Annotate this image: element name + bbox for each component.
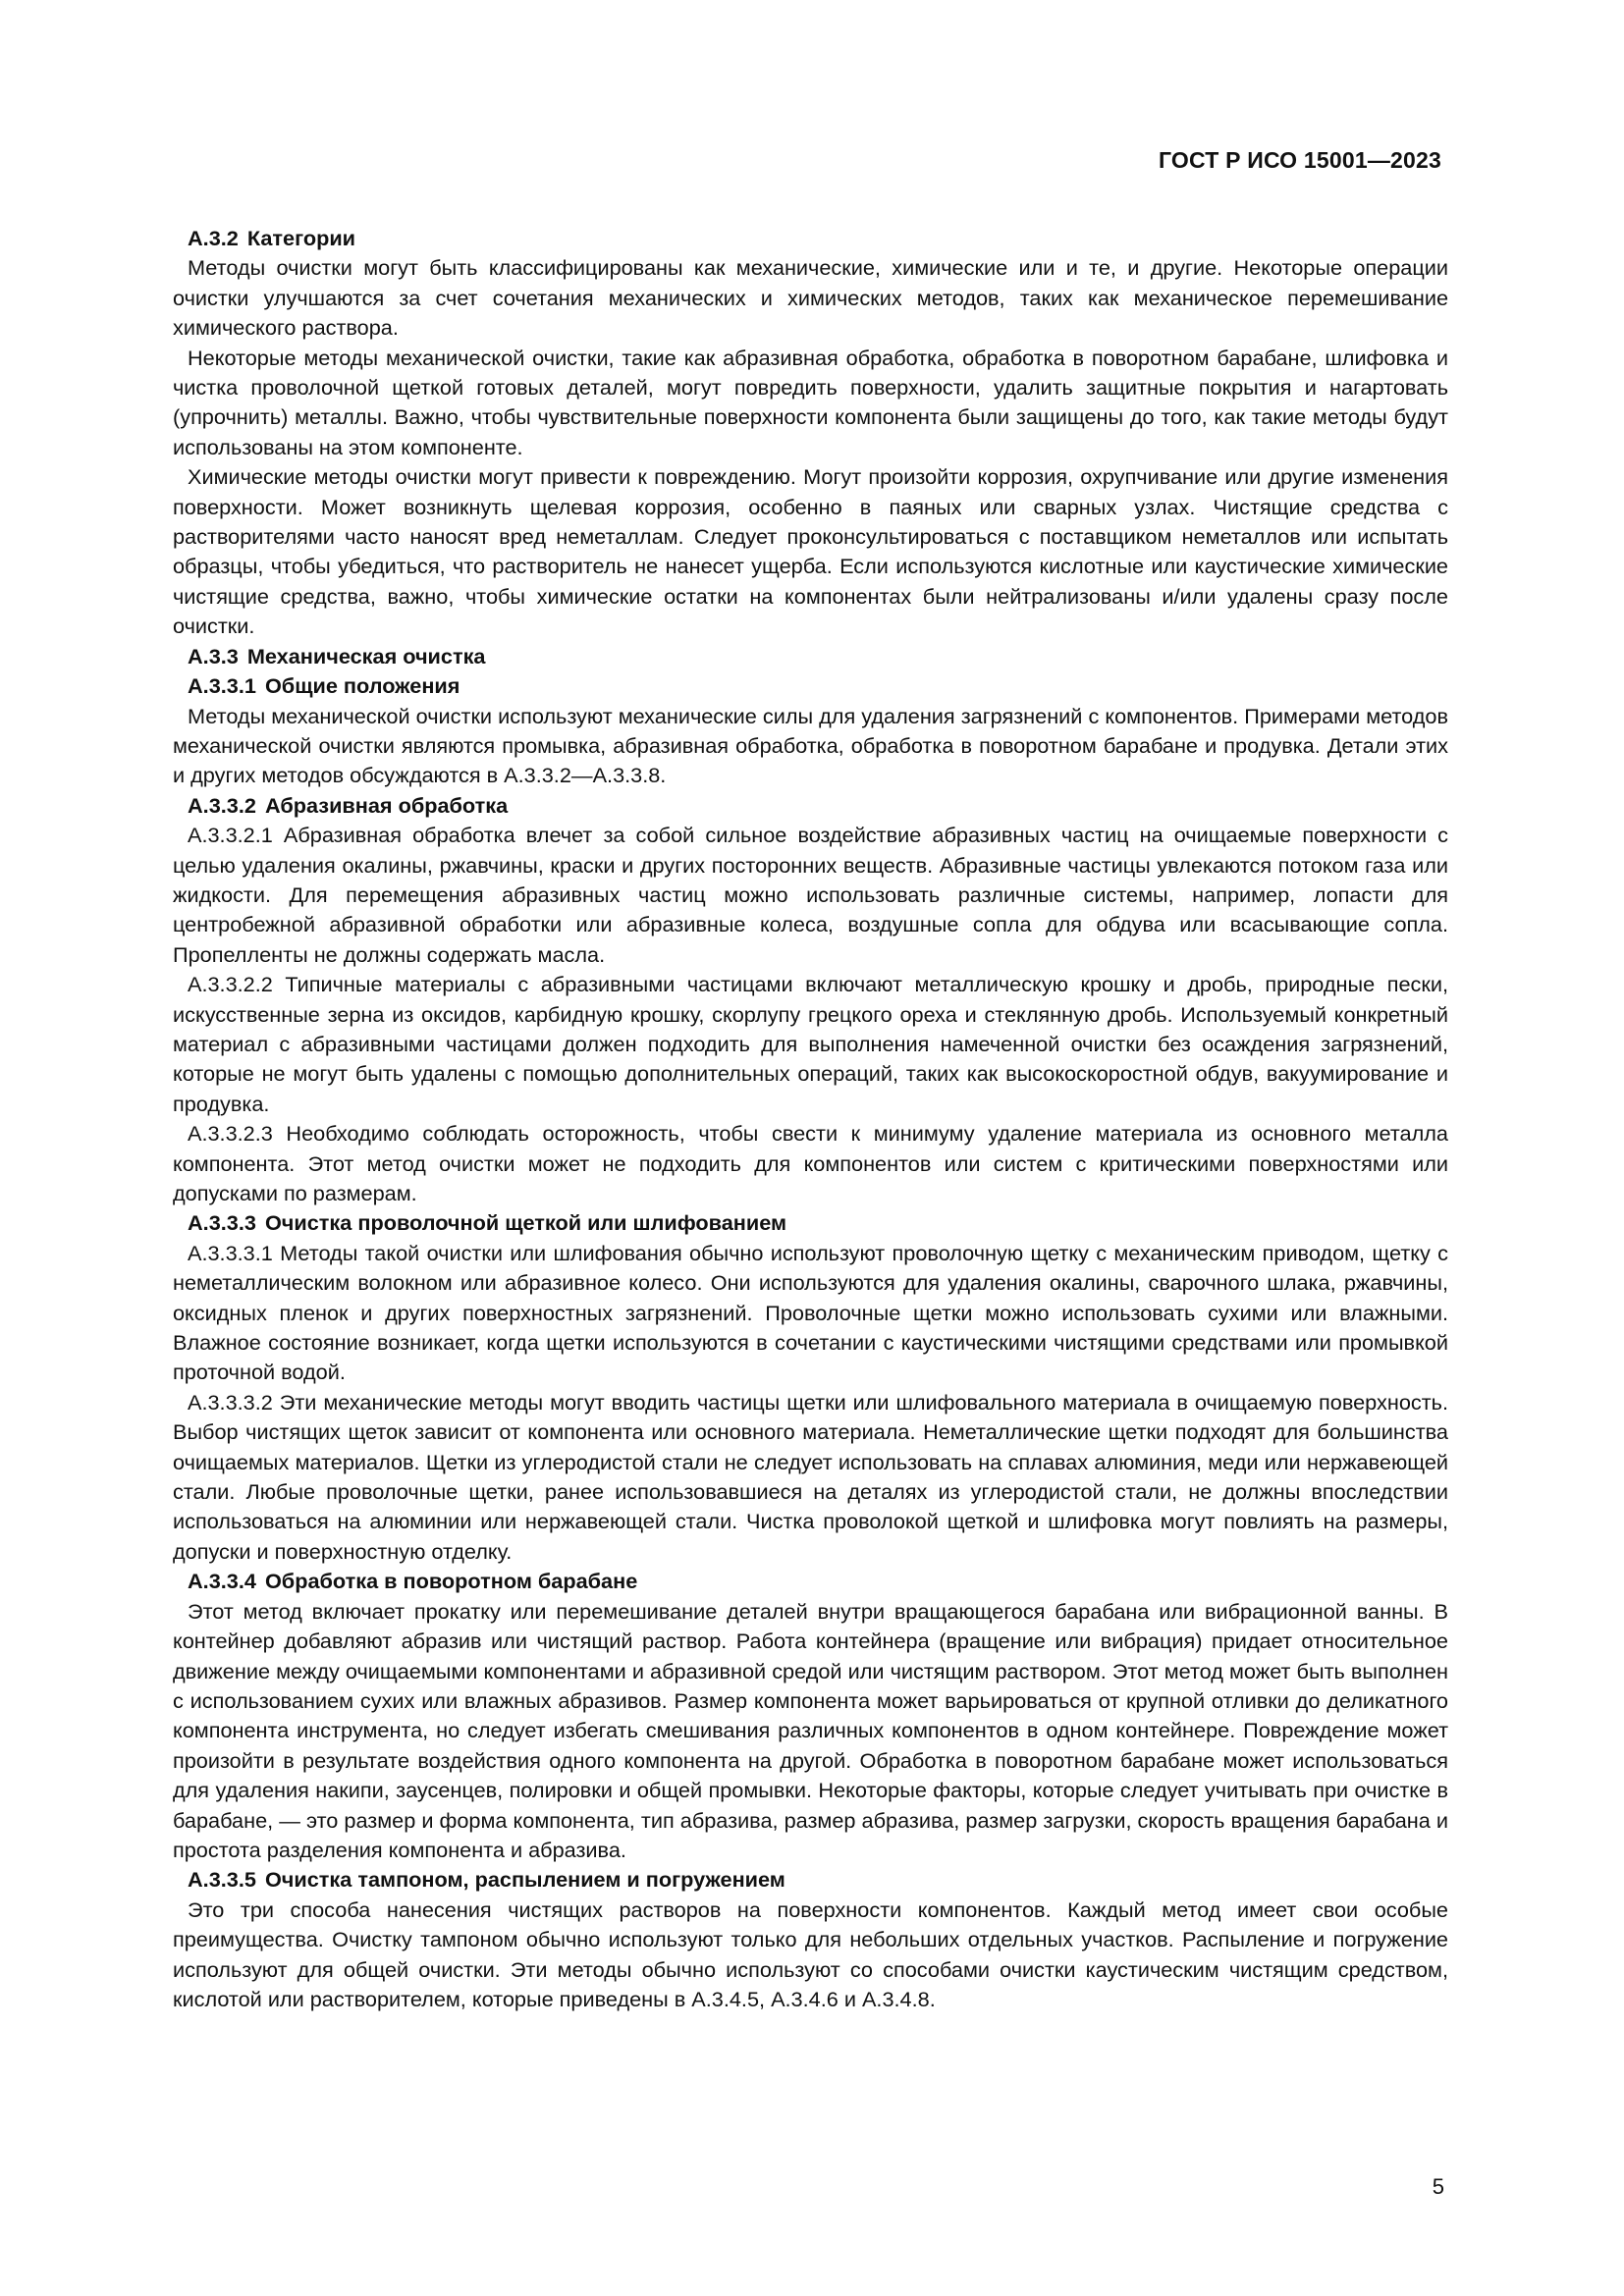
section-number: А.3.2 [188, 226, 239, 250]
paragraph: Этот метод включает прокатку или перемешивание деталей внутри вращающегося барабана или вибрационной ванны. В контейнер добавляют абразив или чистящий раствор. Работа контейнера (вращение или вибрация) придает относительное движение между очищаемыми компонентами и абразивной средой или чистящим раствором. Этот метод может быть выполнен с использованием сухих или влажных абразивов. Размер компонента может варьироваться от крупной отливки до деликатного компонента инструмента, но следует избегать смешивания различных компонентов в одном контейнере. Повреждение может произойти в результате воздействия одного компонента на другой. Обработка в поворотном барабане может использоваться для удаления накипи, заусенцев, полировки и общей промывки. Некоторые факторы, которые следует учитывать при очистке в барабане, — это размер и форма компонента, тип абразива, размер абразива, размер загрузки, скорость вращения барабана и простота разделения компонента и абразива. [173, 1598, 1448, 1862]
section-heading [173, 642, 1448, 671]
section-heading [173, 671, 1448, 701]
section-number: А.3.3.3 [188, 1210, 256, 1236]
section-heading [173, 1567, 1448, 1596]
section-number: А.3.3.4 [188, 1569, 256, 1594]
paragraph: Методы очистки могут быть классифицированы как механические, химические или и те, и другие. Некоторые операции очистки улучшаются за счет сочетания механических и химических методов, таких как механическое перемешивание химического раствора. [173, 255, 1448, 341]
paragraph: Химические методы очистки могут привести к повреждению. Могут произойти коррозия, охрупчивание или другие изменения поверхности. Может возникнуть щелевая коррозия, особенно в паяных или сварных узлах. Чистящие средства с растворителями часто наносят вред неметаллам. Следует проконсультироваться с поставщиком неметаллов или испытать образцы, чтобы убедиться, что растворитель не нанесет ущерба. Если используются кислотные или каустические химические чистящие средства, важно, чтобы химические остатки на компонентах были нейтрализованы и/или удалены сразу после очистки. [173, 464, 1448, 639]
section-heading [173, 1208, 1448, 1238]
section-heading [173, 1865, 1448, 1895]
section-number: А.3.3.1 [188, 673, 256, 699]
section-title: Обработка в поворотном барабане [264, 1569, 638, 1594]
document-header: ГОСТ Р ИСО 15001—2023 [1158, 147, 1441, 173]
section-number: А.3.3 [188, 643, 239, 668]
section-number: А.3.3.2 [188, 792, 256, 818]
section-heading [173, 224, 1448, 253]
section-title: Категории [246, 226, 355, 250]
section-title: Очистка тампоном, распылением и погружением [264, 1867, 785, 1893]
paragraph: А.3.3.2.3 Необходимо соблюдать осторожность, чтобы свести к минимуму удаление материала из основного металла компонента. Этот метод очистки может не подходить для компонентов или систем с критическими поверхностями или допусками по размерам. [173, 1121, 1448, 1205]
paragraph: А.3.3.2.1 Абразивная обработка влечет за собой сильное воздействие абразивных частиц на очищаемые поверхности с целью удаления окалины, ржавчины, краски и других посторонних веществ. Абразивные частицы увлекаются потоком газа или жидкости. Для перемещения абразивных частиц можно использовать различные системы, например, лопасти для центробежной абразивной обработки или абразивные колеса, воздушные сопла для обдува или всасывающие сопла. Пропелленты не должны содержать масла. [173, 823, 1448, 967]
paragraph: А.3.3.2.2 Типичные материалы с абразивными частицами включают металлическую крошку и дробь, природные пески, искусственные зерна из оксидов, карбидную крошку, скорлупу грецкого ореха и стеклянную дробь. Используемый конкретный материал с абразивными частицами должен подходить для выполнения намеченной очистки без осаждения загрязнений, которые не могут быть удалены с помощью дополнительных операций, таких как высокоскоростной обдув, вакуумирование и продувка. [173, 972, 1448, 1116]
section-heading [173, 791, 1448, 821]
paragraph: Некоторые методы механической очистки, такие как абразивная обработка, обработка в поворотном барабане, шлифовка и чистка проволочной щеткой готовых деталей, могут повредить поверхности, удалить защитные покрытия и нагартовать (упрочнить) металлы. Важно, чтобы чувствительные поверхности компонента были защищены до того, как такие методы будут использованы на этом компоненте. [173, 345, 1448, 459]
section-title: Общие положения [264, 673, 460, 699]
document-body [173, 224, 1448, 2014]
section-title: Абразивная обработка [264, 792, 509, 818]
section-number: А.3.3.5 [188, 1867, 256, 1893]
section-title: Механическая очистка [246, 643, 486, 668]
paragraph: А.3.3.3.1 Методы такой очистки или шлифования обычно используют проволочную щетку с механическим приводом, щетку с неметаллическим волокном или абразивное колесо. Они используются для удаления окалины, сварочного шлака, ржавчины, оксидных пленок и других поверхностных загрязнений. Проволочные щетки можно использовать сухими или влажными. Влажное состояние возникает, когда щетки используются в сочетании с каустическими чистящими средствами или промывкой проточной водой. [173, 1240, 1448, 1385]
paragraph: А.3.3.3.2 Эти механические методы могут вводить частицы щетки или шлифовального материала в очищаемую поверхность. Выбор чистящих щеток зависит от компонента или основного материала. Неметаллические щетки подходят для большинства очищаемых материалов. Щетки из углеродистой стали не следует использовать на сплавах алюминия, меди или нержавеющей стали. Любые проволочные щетки, ранее использовавшиеся на деталях из углеродистой стали, не должны впоследствии использоваться на алюминии или нержавеющей стали. Чистка проволокой щеткой и шлифовка могут повлиять на размеры, допуски и поверхностную отделку. [173, 1389, 1448, 1564]
page-number: 5 [1432, 2174, 1444, 2199]
section-title: Очистка проволочной щеткой или шлифованием [264, 1210, 787, 1236]
paragraph: Это три способа нанесения чистящих растворов на поверхности компонентов. Каждый метод имеет свои особые преимущества. Очистку тампоном обычно используют только для небольших отдельных участков. Распыление и погружение используют для общей очистки. Эти методы обычно используют со способами очистки каустическим чистящим средством, кислотой или растворителем, которые приведены в А.3.4.5, А.3.4.6 и А.3.4.8. [173, 1896, 1448, 2011]
paragraph: Методы механической очистки используют механические силы для удаления загрязнений с компонентов. Примерами методов механической очистки являются промывка, абразивная обработка, обработка в поворотном барабане и продувка. Детали этих и других методов обсуждаются в А.3.3.2—А.3.3.8. [173, 703, 1448, 788]
